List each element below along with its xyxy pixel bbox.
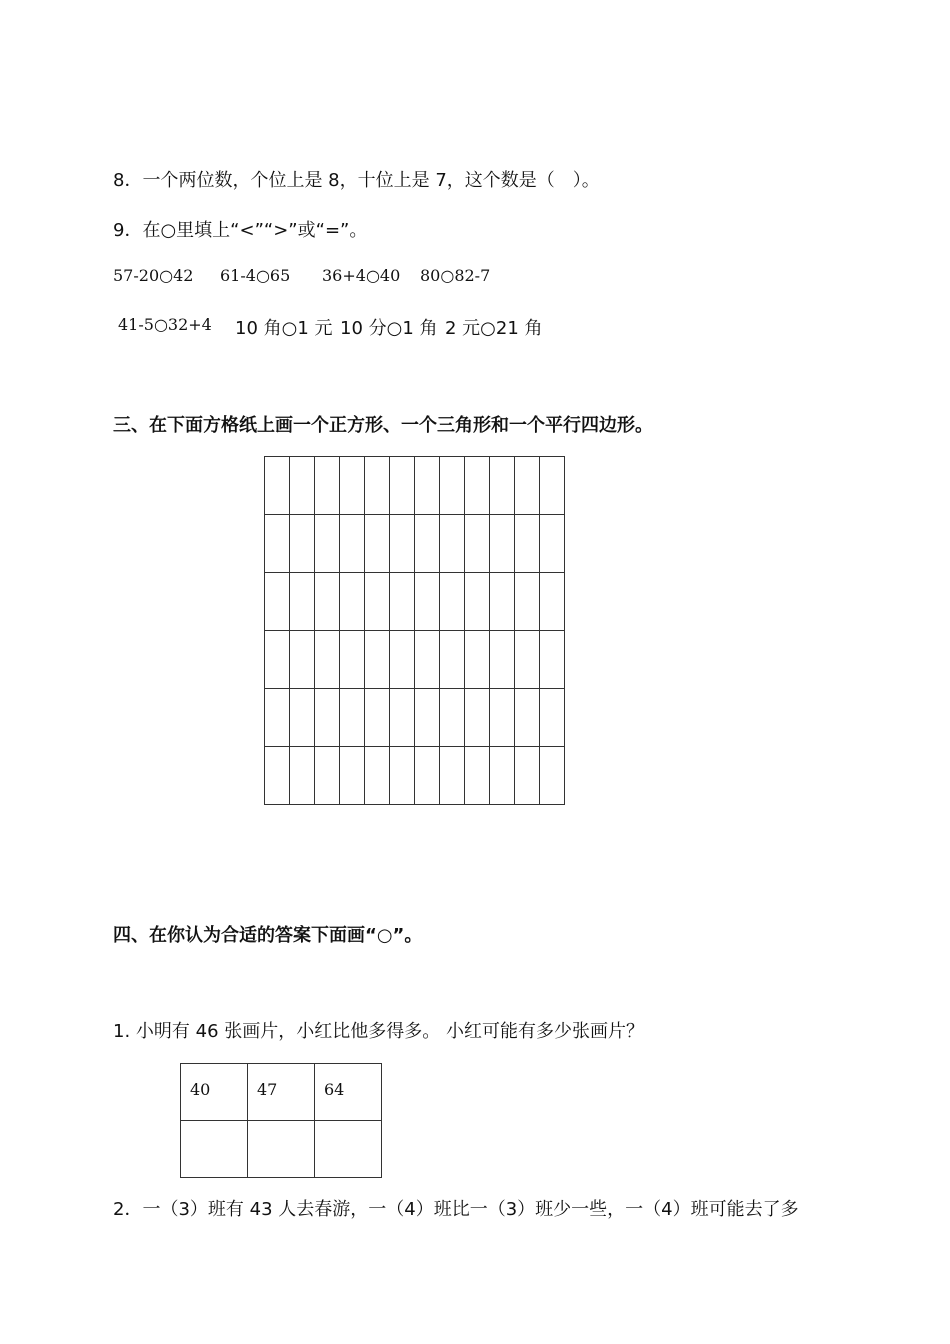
answer-cell[interactable]	[248, 1121, 315, 1178]
compare-item: 41-5○32+4	[118, 315, 212, 334]
answer-cell[interactable]	[315, 1121, 382, 1178]
compare-item: 2 元○21 角	[445, 318, 543, 339]
question-8: 8．一个两位数，个位上是 8，十位上是 7，这个数是（ ）。	[113, 170, 600, 191]
section-4-title: 四、在你认为合适的答案下面画“○”。	[113, 925, 423, 946]
compare-item: 61-4○65	[220, 266, 291, 285]
question-4-1: 1. 小明有 46 张画片，小红比他多得多。 小红可能有多少张画片？	[113, 1021, 644, 1042]
compare-item: 10 角○1 元	[235, 318, 333, 339]
option-label: 40	[190, 1080, 211, 1099]
compare-item: 57-20○42	[113, 266, 194, 285]
compare-item: 80○82-7	[420, 266, 491, 285]
compare-item: 10 分○1 角	[340, 318, 438, 339]
option-cell	[248, 1064, 315, 1121]
option-cell	[315, 1064, 382, 1121]
option-label: 64	[324, 1080, 345, 1099]
section-3-title: 三、在下面方格纸上画一个正方形、一个三角形和一个平行四边形。	[113, 415, 653, 436]
question-4-2: 2．一（3）班有 43 人去春游，一（4）班比一（3）班少一些，一（4）班可能去了多	[113, 1199, 799, 1220]
answer-cell[interactable]	[181, 1121, 248, 1178]
answer-table	[180, 1063, 382, 1178]
question-9: 9．在○里填上“<”“>”或“=”。	[113, 220, 368, 241]
option-label: 47	[257, 1080, 278, 1099]
grid-paper[interactable]	[264, 456, 565, 805]
compare-item: 36+4○40	[322, 266, 401, 285]
option-cell	[181, 1064, 248, 1121]
